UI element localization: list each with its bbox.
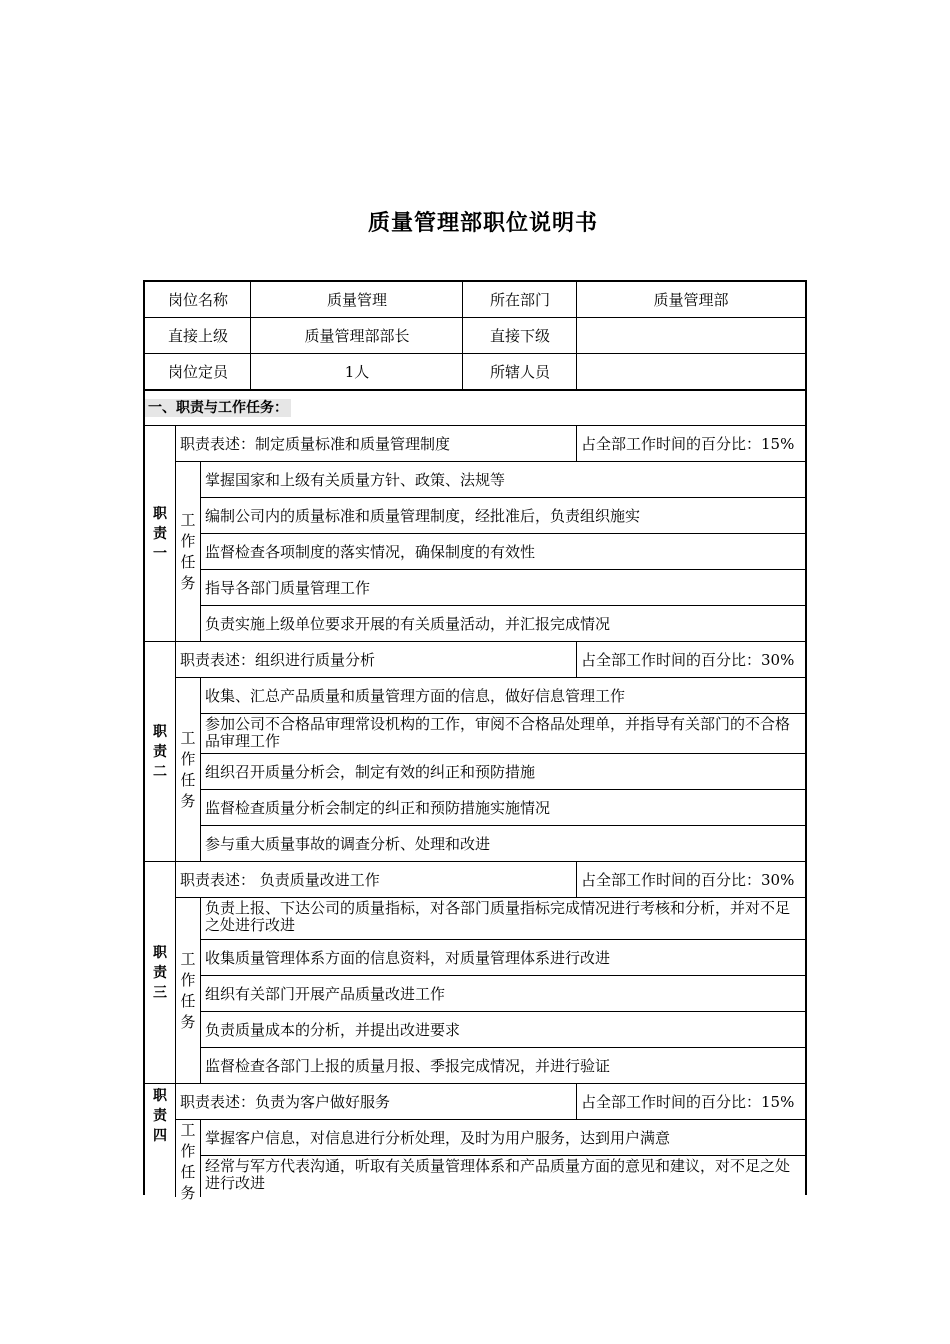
duty-1-task-4: 指导各部门质量管理工作 [205, 579, 371, 597]
duty-2-description: 职责表述：组织进行质量分析 [180, 651, 376, 669]
duty-1-percentage: 占全部工作时间的百分比： 15% [581, 435, 795, 453]
duty-1-task-3: 监督检查各项制度的落实情况，确保制度的有效性 [205, 543, 536, 561]
duty-2-label: 职 责 二 [153, 724, 167, 780]
job-description-table [143, 280, 807, 1202]
duty-2-work-tasks-label: 工 作 任 务 [180, 729, 196, 810]
managed-staff-label: 所辖人员 [489, 363, 550, 381]
duty-1-task-2: 编制公司内的质量标准和质量管理制度，经批准后，负责组织施实 [205, 507, 641, 525]
duty-1-task-5: 负责实施上级单位要求开展的有关质量活动，并汇报完成情况 [205, 615, 611, 633]
department-label: 所在部门 [489, 291, 550, 309]
duty-3-description: 职责表述： 负责质量改进工作 [180, 871, 380, 889]
position-name-label: 岗位名称 [167, 291, 228, 309]
duty-1-description: 职责表述：制定质量标准和质量管理制度 [180, 435, 451, 453]
duty-3-label: 职 责 三 [153, 945, 167, 1001]
duty-3-task-5: 监督检查各部门上报的质量月报、季报完成情况，并进行验证 [205, 1057, 611, 1075]
duty-1-task-1: 掌握国家和上级有关质量方针、政策、法规等 [205, 471, 506, 489]
headcount-label: 岗位定员 [167, 363, 228, 381]
duty-4-task-1: 掌握客户信息，对信息进行分析处理，及时为用户服务，达到用户满意 [205, 1129, 671, 1147]
duty-1-work-tasks-label: 工 作 任 务 [180, 511, 196, 592]
duty-3-percentage: 占全部工作时间的百分比： 30% [581, 871, 795, 889]
duty-2-task-2: 参加公司不合格品审理常设机构的工作，审阅不合格品处理单，并指导有关部门的不合格品审理工作 [205, 715, 791, 750]
direct-superior-value: 质量管理部部长 [304, 327, 410, 345]
duty-2-task-4: 监督检查质量分析会制定的纠正和预防措施实施情况 [205, 799, 551, 817]
duty-2-task-3: 组织召开质量分析会，制定有效的纠正和预防措施 [205, 763, 536, 781]
department-value: 质量管理部 [653, 291, 729, 309]
direct-subordinate-label: 直接下级 [489, 327, 550, 345]
page-title: 质量管理部职位说明书 [367, 211, 598, 236]
duty-1-label: 职 责 一 [153, 506, 167, 562]
duty-3-task-4: 负责质量成本的分析，并提出改进要求 [205, 1021, 461, 1039]
duty-4-description: 职责表述：负责为客户做好服务 [180, 1093, 391, 1111]
duty-4-label: 职 责 四 [153, 1088, 167, 1144]
duty-2-task-5: 参与重大质量事故的调查分析、处理和改进 [205, 835, 491, 853]
managed-staff-value [577, 354, 805, 390]
duty-4-percentage: 占全部工作时间的百分比： 15% [581, 1093, 795, 1111]
duty-2-task-1: 收集、汇总产品质量和质量管理方面的信息，做好信息管理工作 [205, 687, 626, 705]
duty-3-work-tasks-label: 工 作 任 务 [180, 950, 196, 1031]
position-name-value: 质量管理 [326, 291, 387, 309]
duty-4-work-tasks-label: 工 作 任 务 [180, 1121, 196, 1202]
duty-3-task-1: 负责上报、下达公司的质量指标，对各部门质量指标完成情况进行考核和分析，并对不足之处进行改进 [205, 899, 791, 934]
headcount-value: 1人 [344, 363, 370, 381]
section-duties-heading: 一、职责与工作任务： [145, 399, 291, 417]
duty-3-task-2: 收集质量管理体系方面的信息资料，对质量管理体系进行改进 [205, 949, 611, 967]
duty-3-task-3: 组织有关部门开展产品质量改进工作 [205, 985, 446, 1003]
direct-superior-label: 直接上级 [167, 327, 228, 345]
direct-subordinate-value [577, 318, 805, 354]
duty-4-task-2: 经常与军方代表沟通，听取有关质量管理体系和产品质量方面的意见和建议，对不足之处进行改进 [205, 1157, 791, 1192]
duty-2-percentage: 占全部工作时间的百分比： 30% [581, 651, 795, 669]
